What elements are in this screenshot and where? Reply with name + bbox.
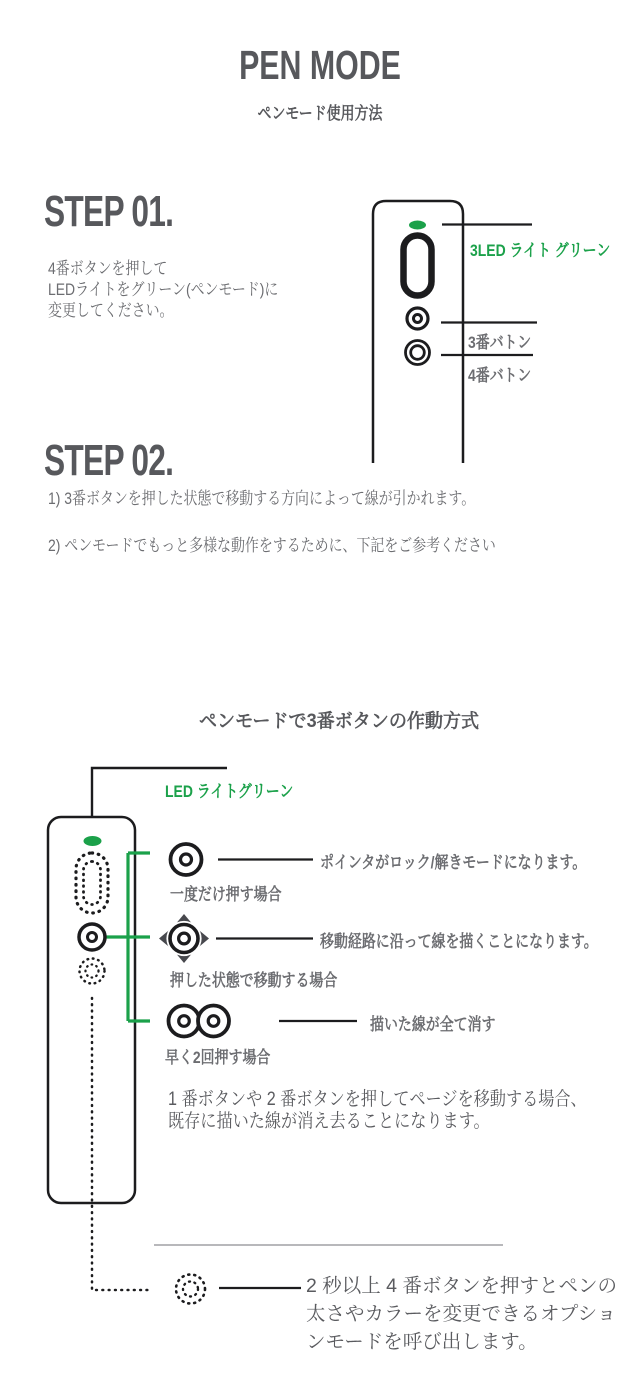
- option-mode-note: [306, 1272, 617, 1356]
- led-callout-label: 3LED ライト グリーン: [470, 241, 611, 260]
- long-press-dotted-icon: [176, 1275, 205, 1304]
- button3-icon: [79, 924, 105, 950]
- row3-result-label: 描いた線が全て消す: [370, 1015, 496, 1034]
- step2-heading: STEP 02.: [44, 436, 174, 485]
- step1-line3: 変更してください。: [48, 301, 174, 320]
- page-title: PEN MODE: [239, 42, 401, 88]
- button4-callout-label: 4番バトン: [468, 366, 532, 385]
- step1-line2: LEDライトをグリーン(ペンモード)に: [48, 280, 279, 299]
- step1-line1: 4番ボタンを押して: [48, 259, 168, 278]
- diagram-heading: ペンモードで3番ボタンの作動方式: [199, 711, 480, 732]
- erase-note: [168, 1089, 587, 1133]
- button4-icon: [406, 341, 430, 365]
- row1-result-label: ポインタがロック/解きモードになります。: [320, 853, 587, 872]
- option-mode-line3: ンモードを呼び出します。: [306, 1331, 538, 1353]
- row1-caption: 一度だけ押す場合: [170, 885, 282, 904]
- led-light-icon: [84, 836, 102, 846]
- ring-button-icon: [404, 236, 432, 296]
- step2-item1: 1) 3番ボタンを押した状態で移動する方向によって線が引かれます。: [48, 489, 476, 508]
- single-press-icon: [171, 844, 202, 875]
- step1-heading: STEP 01.: [44, 187, 174, 236]
- erase-note-line2: 既存に描いた線が消え去ることになります。: [168, 1111, 490, 1132]
- page-subtitle: ペンモード使用方法: [257, 104, 383, 123]
- button3-callout-label: 3番バトン: [468, 333, 532, 352]
- press-and-move-icon: [159, 914, 209, 963]
- option-mode-line1: 2 秒以上 4 番ボタンを押すとペンの: [306, 1275, 617, 1297]
- led-light-icon: [409, 221, 426, 230]
- button3-icon: [407, 308, 428, 329]
- step2-item2: 2) ペンモードでもっと多様な動作をするために、下記をご参考ください: [48, 536, 496, 555]
- double-press-icon: [169, 1006, 230, 1037]
- row2-caption: 押した状態で移動する場合: [170, 971, 338, 990]
- led-callout-label: LED ライトグリーン: [165, 782, 294, 801]
- option-mode-line2: 太さやカラーを変更できるオプショ: [306, 1303, 617, 1325]
- row2-result-label: 移動経路に沿って線を描くことになります。: [320, 932, 598, 951]
- erase-note-line1: 1 番ボタンや 2 番ボタンを押してページを移動する場合、: [168, 1089, 587, 1110]
- row3-caption: 早く2回押す場合: [165, 1048, 271, 1067]
- step1-body: [48, 258, 278, 321]
